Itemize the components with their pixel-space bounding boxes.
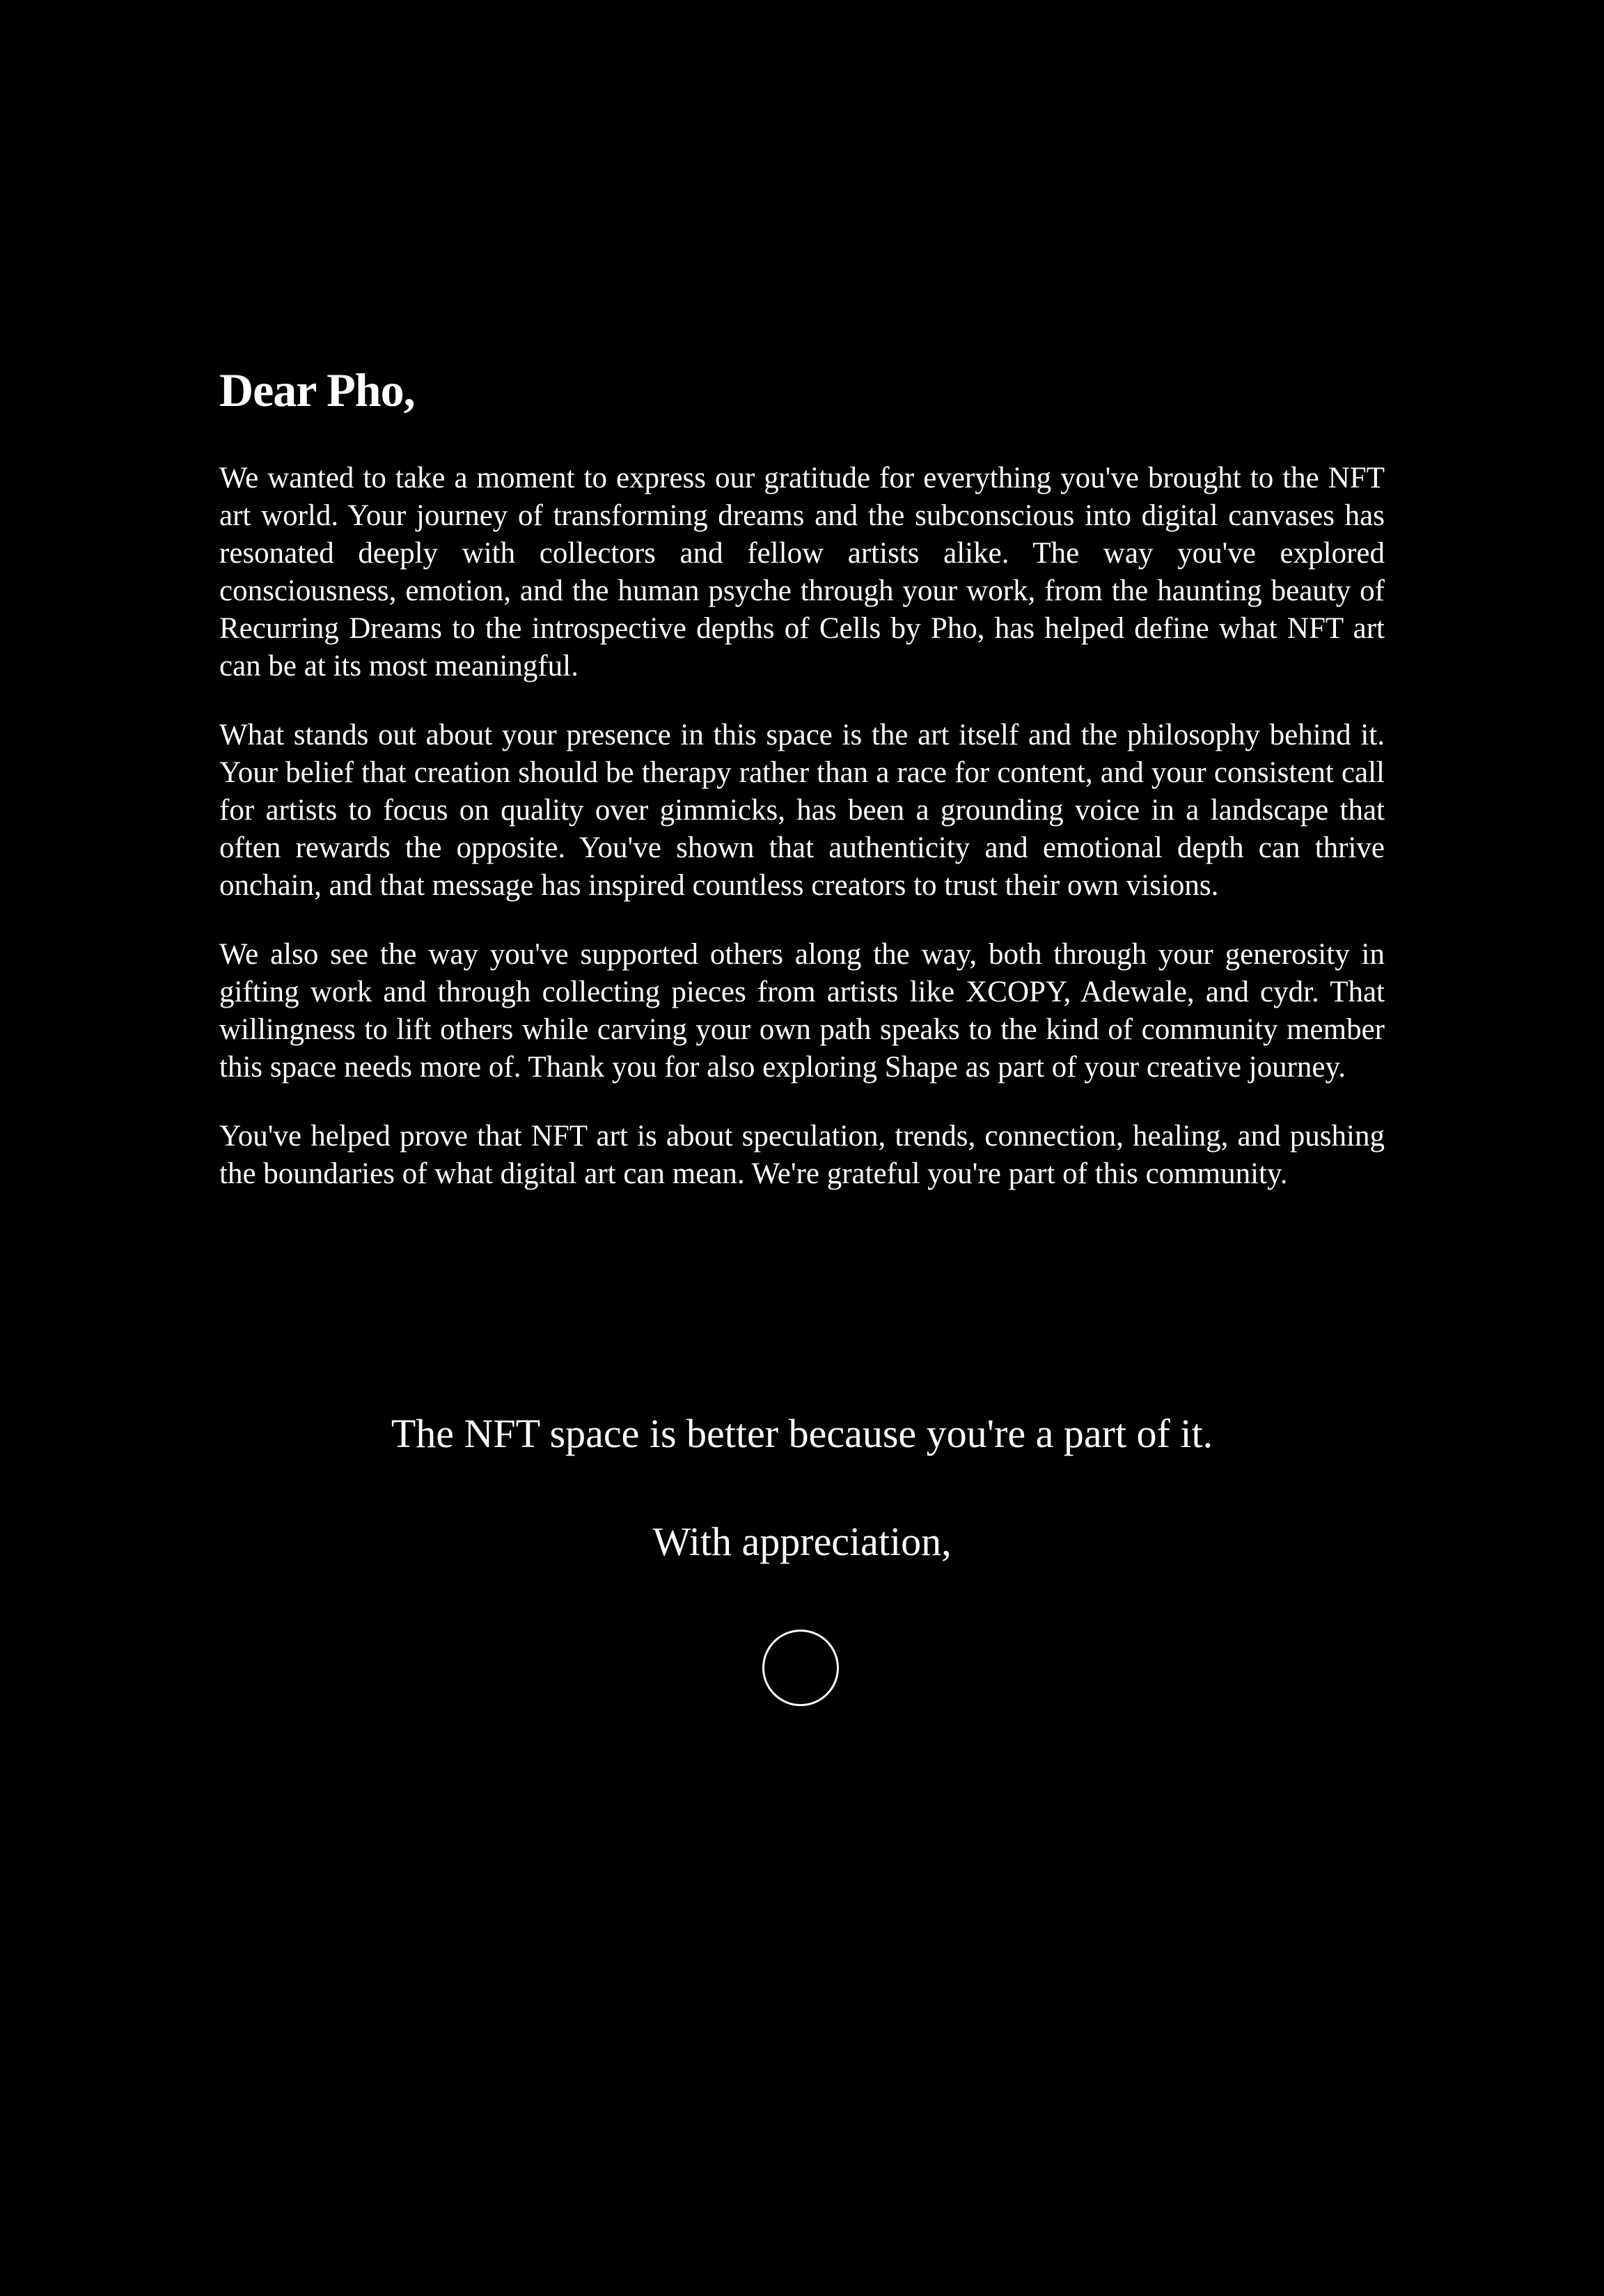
paragraph-philosophy: What stands out about your presence in this space is the art itself and the philosophy behind it. Your belief that creation should be therapy rather than a race for content, and your consistent call for artists to focus on quality over gimmicks, has been a grounding voice in a landscape that often rewards the opposite. You've shown that authenticity and emotional depth can thrive onchain, and that message has inspired countless creators to trust their own visions.: [219, 718, 1385, 902]
paragraph-gratitude: We wanted to take a moment to express our gratitude for everything you've brought to the NFT art world. Your journey of transforming dreams and the subconscious into digital canvases has resonated deeply with collectors and fellow artists alike. The way you've explored consciousness, emotion, and the human psyche through your work, from the haunting beauty of Recurring Dreams to the introspective depths of Cells by Pho, has helped define what NFT art can be at its most meaningful.: [219, 461, 1385, 682]
paragraph-closing-thoughts: You've helped prove that NFT art is about speculation, trends, connection, healing, and pushing the boundaries of what digital art can mean. We're grateful you're part of this community.: [219, 1119, 1385, 1190]
closing-line: The NFT space is better because you're a part of it.: [391, 1411, 1213, 1456]
signoff: With appreciation,: [652, 1519, 952, 1564]
paragraph-support: We also see the way you've supported others along the way, both through your generosity in gifting work and through collecting pieces from artists like XCOPY, Adewale, and cydr. That willingness to lift others while carving your own path speaks to the kind of community member this space needs more of. Thank you for also exploring Shape as part of your creative journey.: [219, 937, 1385, 1084]
greeting: Dear Pho,: [219, 364, 415, 416]
letter-body: [219, 362, 1385, 1224]
signature-circle-icon: [762, 1630, 839, 1706]
